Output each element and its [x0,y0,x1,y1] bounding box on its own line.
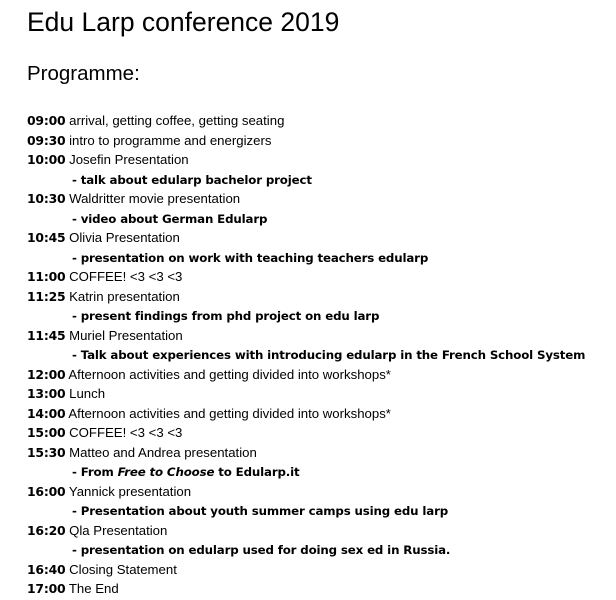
entry-time: 10:30 [27,191,66,206]
entry-time: 16:00 [27,483,66,499]
entry-note [27,462,607,482]
entry-time: 12:00 [27,366,66,382]
entry-time: 09:30 [27,132,66,148]
entry-description: Waldritter movie presentation [65,191,241,206]
entry-note-text [27,463,300,483]
entry-note [27,345,607,365]
schedule-entry [27,365,607,385]
entry-time: 10:00 [27,152,66,167]
entry-time: 16:20 [27,522,66,538]
entry-description: Closing Statement [65,561,177,577]
entry-description: arrival, getting coffee, getting seating [65,113,285,128]
entry-time: 10:45 [27,230,66,245]
entry-time: 15:30 [27,444,66,460]
entry-description: Yannick presentation [65,483,192,499]
entry-note-text: - present findings from phd project on edu larp [72,309,380,323]
entry-note [27,306,607,326]
schedule-entry [27,287,607,307]
schedule-entry [27,267,607,287]
entry-time: 13:00 [27,386,66,401]
schedule-list [27,111,607,599]
entry-note [27,170,607,190]
entry-time: 16:40 [27,561,66,577]
schedule-entry [27,228,607,248]
entry-time: 11:25 [27,288,66,304]
schedule-entry [27,111,607,131]
entry-description: COFFEE! <3 <3 <3 [65,425,183,440]
entry-description: Olivia Presentation [65,230,180,245]
note-prefix: - From [72,465,118,479]
entry-description: Lunch [65,386,106,401]
programme-heading: Programme: [27,62,140,85]
entry-note [27,248,607,268]
schedule-entry [27,150,607,170]
entry-description: Katrin presentation [65,288,180,304]
entry-description: COFFEE! <3 <3 <3 [65,269,183,284]
note-italic-title: Free to Choose [117,465,215,479]
schedule-entry [27,326,607,346]
schedule-entry [27,482,607,502]
entry-description: Matteo and Andrea presentation [65,444,257,460]
entry-description: Josefin Presentation [65,152,189,167]
entry-description: Qla Presentation [65,522,168,538]
entry-description: Afternoon activities and getting divided into workshops* [65,366,391,382]
entry-note-text: - presentation on edularp used for doing sex ed in Russia. [72,543,451,557]
entry-description: intro to programme and energizers [65,132,272,148]
entry-note-text: - Presentation about youth summer camps using edu larp [72,504,449,518]
schedule-entry [27,131,607,151]
entry-description: The End [65,581,119,596]
entry-note [27,501,607,521]
schedule-entry [27,384,607,404]
entry-note [27,209,607,229]
entry-note [27,540,607,560]
schedule-entry [27,423,607,443]
entry-time: 09:00 [27,113,66,128]
entry-time: 14:00 [27,405,66,421]
entry-time: 11:00 [27,269,66,284]
entry-note-text: - presentation on work with teaching teachers edularp [72,250,429,265]
schedule-entry [27,443,607,463]
entry-note-text: - talk about edularp bachelor project [72,172,312,187]
document-title: Edu Larp conference 2019 [27,7,340,37]
schedule-entry [27,404,607,424]
schedule-entry [27,579,607,599]
entry-time: 11:45 [27,327,66,343]
entry-description: Muriel Presentation [65,327,183,343]
entry-note-text: - video about German Edularp [72,211,268,226]
note-suffix: to Edularp.it [214,465,300,479]
schedule-entry [27,521,607,541]
entry-time: 15:00 [27,425,66,440]
schedule-entry [27,560,607,580]
schedule-entry [27,189,607,209]
entry-time: 17:00 [27,581,66,596]
entry-note-text: - Talk about experiences with introducing edularp in the French School System [72,348,586,362]
entry-description: Afternoon activities and getting divided into workshops* [65,405,391,421]
